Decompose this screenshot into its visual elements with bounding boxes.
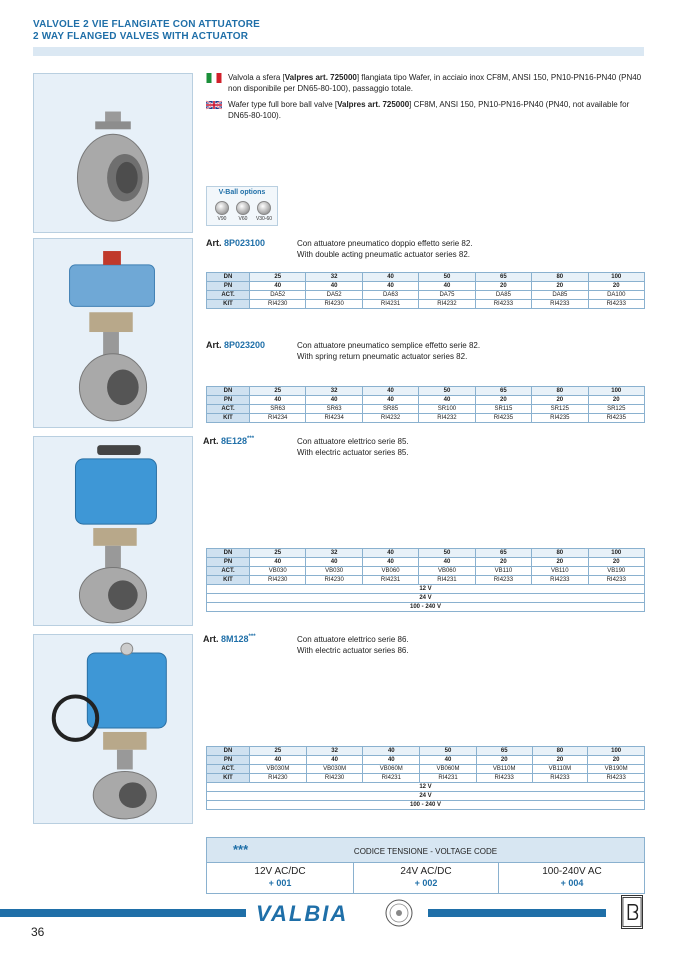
table-cell: 25: [250, 387, 306, 396]
table-cell: 40: [419, 282, 475, 291]
voltage-row: [207, 801, 645, 810]
voltage-cell: 100 - 240 V: [207, 603, 645, 612]
table-cell: 40: [362, 558, 418, 567]
row-label: DN: [207, 549, 250, 558]
article-heading: Art. 8P023200: [206, 340, 266, 350]
row-label: KIT: [207, 774, 250, 783]
table-cell: 50: [420, 747, 477, 756]
table-cell: 100: [588, 387, 644, 396]
table-cell: 80: [532, 273, 588, 282]
table-cell: 80: [532, 549, 588, 558]
table-cell: SR63: [250, 405, 306, 414]
table-cell: 65: [475, 273, 531, 282]
table-cell: DA85: [475, 291, 531, 300]
table-cell: 40: [250, 558, 306, 567]
table-cell: RI4233: [532, 300, 588, 309]
vball-option: V90: [212, 201, 232, 222]
row-label: KIT: [207, 414, 250, 423]
row-label: DN: [207, 747, 250, 756]
table-cell: VB110: [532, 567, 588, 576]
voltage-row: [207, 585, 645, 594]
table-cell: 20: [588, 558, 644, 567]
table-cell: RI4231: [362, 300, 418, 309]
table-cell: DA52: [250, 291, 306, 300]
table-row: [207, 300, 645, 309]
table-cell: 20: [532, 282, 588, 291]
article-desc-it: Con attuatore pneumatico semplice effetto serie 82.: [297, 341, 481, 350]
article-heading: Art. 8M128***: [203, 634, 256, 644]
vball-option: V30-60: [254, 201, 274, 222]
table-cell: RI4230: [306, 576, 362, 585]
brand-logo: VALBIA: [256, 901, 349, 926]
table-cell: 20: [475, 396, 531, 405]
table-cell: SR100: [419, 405, 475, 414]
intro-text-en: Wafer type full bore ball valve [Valpres art. 725000] CF8M, ANSI 150, PN10-PN16-PN40 (PN40, not available for DN65-80-100).: [228, 100, 630, 120]
table-cell: 20: [475, 558, 531, 567]
table-cell: 40: [363, 747, 420, 756]
page-title-en: 2 WAY FLANGED VALVES WITH ACTUATOR: [33, 31, 249, 42]
table-row: [207, 765, 645, 774]
table-cell: RI4233: [476, 774, 532, 783]
row-label: PN: [207, 558, 250, 567]
voltage-row: [207, 783, 645, 792]
row-label: PN: [207, 396, 250, 405]
table-cell: VB030M: [250, 765, 307, 774]
table-cell: RI4233: [532, 576, 588, 585]
table-cell: VB110: [475, 567, 531, 576]
article-desc-en: With double acting pneumatic actuator series 82.: [297, 250, 470, 259]
table-cell: DA63: [362, 291, 418, 300]
voltage-row: [207, 792, 645, 801]
row-label: DN: [207, 387, 250, 396]
table-cell: 32: [306, 273, 362, 282]
table-row: [207, 396, 645, 405]
spec-table: [206, 386, 645, 423]
table-cell: 80: [532, 747, 588, 756]
table-cell: DA100: [588, 291, 644, 300]
table-cell: VB190: [588, 567, 644, 576]
table-cell: RI4230: [250, 300, 306, 309]
article-desc-it: Con attuatore elettrico serie 86.: [297, 635, 409, 644]
footer-bar-right: [428, 909, 606, 917]
table-cell: 65: [475, 549, 531, 558]
table-cell: VB110M: [476, 765, 532, 774]
valve-photo-electric-86: [33, 634, 193, 824]
table-cell: 40: [362, 273, 418, 282]
table-cell: VB060: [419, 567, 475, 576]
ball-icon: [257, 201, 271, 215]
table-cell: 40: [306, 756, 363, 765]
vball-options-box: [206, 186, 278, 226]
page-title-it: VALVOLE 2 VIE FLANGIATE CON ATTUATORE: [33, 19, 261, 30]
table-cell: VB030: [306, 567, 362, 576]
table-row: [207, 756, 645, 765]
table-cell: 80: [532, 387, 588, 396]
voltage-cell: 12 V: [207, 783, 645, 792]
table-cell: 25: [250, 273, 306, 282]
footer-bar-left: [0, 909, 246, 917]
italian-flag-icon: [206, 73, 222, 83]
table-cell: 40: [306, 558, 362, 567]
table-cell: 20: [532, 756, 588, 765]
table-cell: 40: [306, 396, 362, 405]
table-cell: 20: [588, 756, 645, 765]
table-cell: 40: [362, 549, 418, 558]
table-cell: 40: [250, 756, 307, 765]
table-cell: RI4233: [532, 774, 588, 783]
table-cell: 25: [250, 747, 307, 756]
table-row: [207, 558, 645, 567]
table-cell: RI4230: [306, 300, 362, 309]
table-cell: RI4232: [419, 300, 475, 309]
certification-seal-icon: [384, 898, 414, 928]
spec-table: [206, 746, 645, 810]
table-cell: 100: [588, 549, 644, 558]
table-cell: 40: [363, 756, 420, 765]
table-row: [207, 549, 645, 558]
table-row: [207, 387, 645, 396]
row-label: ACT.: [207, 405, 250, 414]
table-cell: 25: [250, 549, 306, 558]
valve-photo-electric-85: [33, 436, 193, 626]
voltage-cell: 24 V: [207, 792, 645, 801]
table-cell: RI4231: [363, 774, 420, 783]
table-row: [207, 774, 645, 783]
table-cell: RI4231: [419, 576, 475, 585]
table-cell: SR115: [475, 405, 531, 414]
table-cell: 40: [419, 558, 475, 567]
table-row: [207, 291, 645, 300]
table-cell: 20: [475, 282, 531, 291]
valve-photo-pneumatic: [33, 238, 193, 428]
table-cell: 40: [362, 387, 418, 396]
voltage-row: [207, 594, 645, 603]
table-cell: 65: [475, 387, 531, 396]
table-cell: SR85: [362, 405, 418, 414]
voltage-code-item: 100-240V AC + 004: [542, 866, 602, 888]
row-label: ACT.: [207, 765, 250, 774]
article-desc-en: With spring return pneumatic actuator series 82.: [297, 352, 468, 361]
article-heading: Art. 8P023100: [206, 238, 266, 248]
table-row: [207, 567, 645, 576]
table-cell: RI4233: [588, 300, 644, 309]
table-cell: SR125: [588, 405, 644, 414]
table-cell: VB110M: [532, 765, 588, 774]
table-cell: RI4232: [419, 414, 475, 423]
voltage-code-stars: ***: [233, 842, 249, 857]
table-cell: 100: [588, 747, 645, 756]
valve-photo-wafer: [33, 73, 193, 233]
table-cell: 20: [532, 558, 588, 567]
table-cell: DA75: [419, 291, 475, 300]
voltage-cell: 100 - 240 V: [207, 801, 645, 810]
page-number: 36: [31, 925, 45, 939]
article-desc-en: With electric actuator series 86.: [297, 646, 409, 655]
row-label: PN: [207, 282, 250, 291]
intro-text-it: Valvola a sfera [Valpres art. 725000] flangiata tipo Wafer, in acciaio inox CF8M, ANSI 150, PN10-PN16-PN40 (PN40 non disponibile per DN65-80-100), passaggio totale.: [228, 73, 642, 93]
table-cell: VB190M: [588, 765, 645, 774]
table-cell: RI4231: [420, 774, 477, 783]
table-cell: VB060: [362, 567, 418, 576]
table-cell: 65: [476, 747, 532, 756]
table-cell: RI4230: [306, 774, 363, 783]
table-cell: DA85: [532, 291, 588, 300]
table-cell: 40: [420, 756, 477, 765]
voltage-code-header: [207, 838, 644, 863]
table-row: [207, 282, 645, 291]
table-cell: 20: [532, 396, 588, 405]
row-label: KIT: [207, 300, 250, 309]
table-cell: SR63: [306, 405, 362, 414]
table-cell: 50: [419, 549, 475, 558]
voltage-code-item: 12V AC/DC + 001: [254, 866, 306, 888]
table-cell: RI4234: [306, 414, 362, 423]
table-cell: RI4230: [250, 774, 307, 783]
article-desc-en: With electric actuator series 85.: [297, 448, 409, 457]
table-cell: DA52: [306, 291, 362, 300]
article-desc-it: Con attuatore pneumatico doppio effetto serie 82.: [297, 239, 473, 248]
voltage-cell: 12 V: [207, 585, 645, 594]
table-cell: RI4235: [588, 414, 644, 423]
table-cell: 32: [306, 387, 362, 396]
table-cell: 40: [250, 282, 306, 291]
vball-option: V60: [233, 201, 253, 222]
table-cell: VB030: [250, 567, 306, 576]
voltage-cell: 24 V: [207, 594, 645, 603]
voltage-row: [207, 603, 645, 612]
article-desc-it: Con attuatore elettrico serie 85.: [297, 437, 409, 446]
table-cell: RI4233: [588, 774, 645, 783]
voltage-code-title: CODICE TENSIONE - VOLTAGE CODE: [353, 847, 498, 856]
ball-icon: [236, 201, 250, 215]
table-cell: 40: [362, 282, 418, 291]
table-cell: 50: [419, 273, 475, 282]
table-cell: SR125: [532, 405, 588, 414]
row-label: PN: [207, 756, 250, 765]
table-cell: RI4233: [475, 300, 531, 309]
table-row: [207, 576, 645, 585]
table-cell: 32: [306, 747, 363, 756]
table-cell: RI4230: [250, 576, 306, 585]
table-cell: 20: [588, 282, 644, 291]
voltage-code-box: [206, 837, 645, 894]
table-cell: RI4233: [588, 576, 644, 585]
table-cell: RI4235: [475, 414, 531, 423]
group-logo-icon: [621, 895, 643, 929]
table-cell: VB060M: [420, 765, 477, 774]
table-row: [207, 405, 645, 414]
row-label: DN: [207, 273, 250, 282]
table-cell: RI4232: [362, 414, 418, 423]
table-cell: VB060M: [363, 765, 420, 774]
row-label: ACT.: [207, 291, 250, 300]
vball-title: V-Ball options: [218, 189, 266, 196]
table-cell: 20: [476, 756, 532, 765]
table-cell: 40: [362, 396, 418, 405]
uk-flag-icon: [206, 100, 222, 110]
spec-table: [206, 272, 645, 309]
row-label: KIT: [207, 576, 250, 585]
ball-icon: [215, 201, 229, 215]
voltage-code-item: 24V AC/DC + 002: [353, 862, 499, 894]
table-cell: RI4233: [475, 576, 531, 585]
table-cell: 50: [419, 387, 475, 396]
table-cell: 100: [588, 273, 644, 282]
table-cell: 40: [419, 396, 475, 405]
table-cell: RI4235: [532, 414, 588, 423]
table-cell: 40: [250, 396, 306, 405]
table-row: [207, 273, 645, 282]
table-cell: 32: [306, 549, 362, 558]
table-row: [207, 747, 645, 756]
table-cell: RI4231: [362, 576, 418, 585]
spec-table: [206, 548, 645, 612]
table-cell: 20: [588, 396, 644, 405]
table-cell: VB030M: [306, 765, 363, 774]
header-divider: [33, 47, 644, 56]
row-label: ACT.: [207, 567, 250, 576]
table-cell: 40: [306, 282, 362, 291]
table-cell: RI4234: [250, 414, 306, 423]
article-heading: Art. 8E128***: [203, 436, 255, 446]
table-row: [207, 414, 645, 423]
